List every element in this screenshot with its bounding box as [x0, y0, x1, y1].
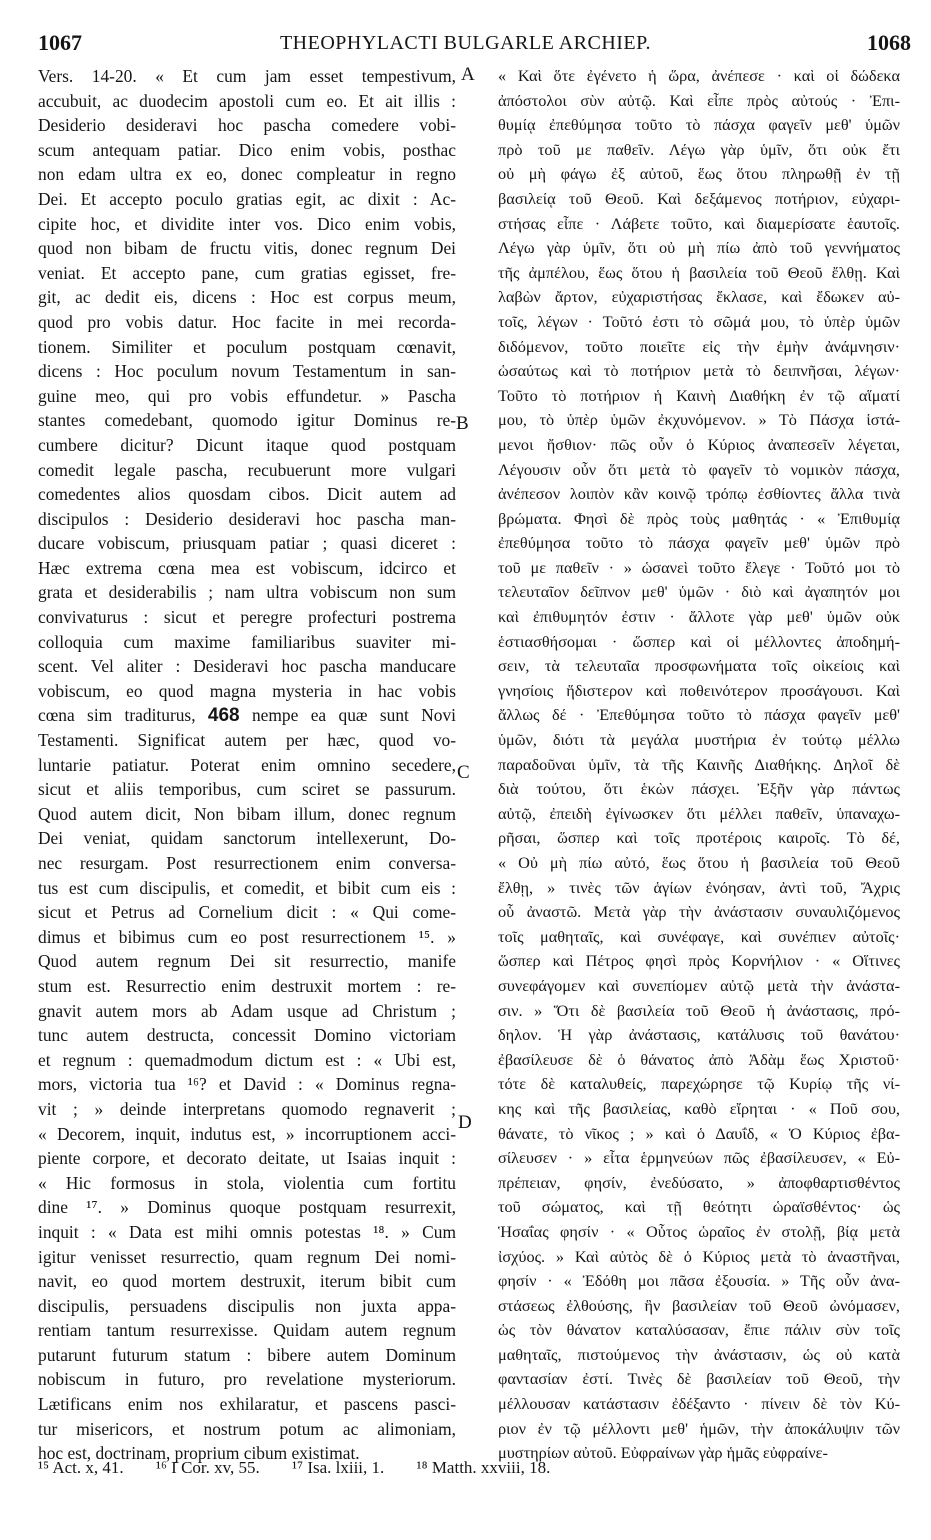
latin-text-line: Vers. 14-20. « Et cum jam esset tempestivum,: [38, 66, 456, 86]
latin-text-line: « Hic formosus in stola, violentia cum fortitu: [38, 1172, 456, 1193]
latin-text-line: piente corpore, et decorato deitate, ut Isaias inquit :: [38, 1148, 456, 1169]
latin-column: [38, 64, 456, 1466]
latin-text-line: Lætificans enim nos exhilaratur, et pascens pasci-: [38, 1394, 456, 1415]
greek-text-line: ἰσχύος. » Καὶ αὐτὸς δὲ ὁ Κύριος μετὰ τὸ ἀναστῆναι,: [498, 1246, 900, 1266]
greek-text-line: ὡς τὸν θάνατον καταλύσασαν, ἔπιε πάλιν σὺν τοῖς: [498, 1320, 900, 1340]
greek-text-line: μυστηρίων αὐτοῦ. Εὐφραίνων γὰρ ἡμᾶς εὐφραίνε-: [498, 1443, 828, 1463]
greek-text-line: γνησίοις ἥδιστερον καὶ ποθεινότερον προσάγουσι. Καὶ: [498, 680, 900, 700]
greek-text-line: « Καὶ ὅτε ἐγένετο ἡ ὥρα, ἀνέπεσε · καὶ οἱ δώδεκα: [498, 66, 900, 85]
greek-text-line: ρῆσαι, ὥσπερ καὶ τοῖς προτέροις καιροῖς. Τὸ δέ,: [498, 828, 900, 848]
latin-text-line: igitur venisset resurrectio, quam regnum Dei nomi-: [38, 1246, 456, 1267]
latin-text-line: nec resurgam. Post resurrectionem enim conversa-: [38, 853, 456, 873]
greek-text-line: Ἡσαΐας φησίν · « Οὗτος ὡραῖος ἐν στολῇ, βίᾳ μετὰ: [498, 1221, 900, 1241]
greek-text-line: τῆς ἀμπέλου, ἕως ὅτου ἡ βασιλεία τοῦ Θεοῦ ἔλθῃ. Καὶ: [498, 262, 900, 282]
latin-text-line: convivaturus : sicut et peregre profecturi postrema: [38, 607, 456, 628]
latin-text-line: sicut et aliis temporibus, cum sciret se passurum.: [38, 779, 456, 800]
greek-text-line: βασιλείᾳ τοῦ Θεοῦ. Καὶ δεξάμενος ποτήριον, εὐχαρι-: [498, 188, 900, 208]
margin-mark-d: D: [458, 1112, 472, 1133]
latin-text-line: colloquia cum maxime familiaribus suaviter mi-: [38, 631, 456, 652]
greek-text-line: ἐπεθύμησα τοῦτο τὸ πάσχα φαγεῖν μεθ' ὑμῶν πρὸ: [498, 533, 900, 553]
greek-text-line: ἄλλως δέ · Ἐπεθύμησα τοῦτο τὸ πάσχα φαγεῖν μεθ': [498, 705, 900, 725]
plate-number: 468: [207, 705, 240, 727]
greek-text-line: ἑστιασθήσομαι · ὥσπερ καὶ οἱ μέλλοντες ἀποδημή-: [498, 631, 900, 651]
page-number-right: 1068: [867, 30, 911, 55]
margin-mark-c: C: [457, 762, 470, 783]
latin-text-line: et regnum : quemadmodum dictum est : « Ubi est,: [38, 1049, 456, 1070]
greek-text-line: μου, τὸ ὑπὲρ ὑμῶν ἐκχυνόμενον. » Τὸ Πάσχα ἱστά-: [498, 410, 900, 430]
running-title: THEOPHYLACTI BULGARLE ARCHIEP.: [279, 32, 652, 54]
latin-text-line: « Decorem, inquit, indutus est, » incorruptionem acci-: [38, 1123, 456, 1144]
greek-text-line: δηλον. Ἡ γὰρ ἀνάστασις, κατάλυσις τοῦ θανάτου·: [498, 1025, 900, 1045]
greek-text-line: βρώματα. Φησὶ δὲ πρὸς τοὺς μαθητάς · « Ἐπιθυμίᾳ: [498, 508, 900, 528]
latin-text-line: luntarie patiatur. Poterat enim omnino secedere,: [38, 754, 456, 775]
latin-text-line: stantes comedebant, quomodo igitur Dominus re-: [38, 410, 456, 431]
latin-text-line: quod non bibam de fructu vitis, donec regnum Dei: [38, 238, 456, 259]
footnote: ¹⁷ Isa. lxiii, 1.: [292, 1458, 385, 1477]
latin-text-line: ducare vobiscum, priusquam patiar ; quasi diceret :: [38, 533, 456, 554]
latin-text-line: Dei. Et accepto poculo gratias egit, ac dixit : Ac-: [38, 188, 456, 209]
latin-text-line: navit, eo quod mortem destruxit, iterum bibit cum: [38, 1271, 456, 1292]
greek-text-line: ὥσπερ καὶ Πέτρος φησὶ πρὸς Κορνήλιον · « Οἵτινες: [498, 951, 900, 971]
greek-text-line: τοῦ σώματος, καὶ τῇ θεότητι ὡραϊσθέντος· ὡς: [498, 1197, 900, 1217]
latin-text-line: putarunt futurum statum : bibere autem Dominum: [38, 1344, 456, 1365]
latin-text-line: mors, victoria tua ¹⁶? et David : « Dominus regna-: [38, 1074, 456, 1095]
latin-text-line: vit ; » deinde interpretans quomodo regnaverit ;: [38, 1098, 456, 1119]
greek-text-line: θάνατε, τὸ νῖκος ; » καὶ ὁ Δαυΐδ, « Ὁ Κύριος ἐβα-: [498, 1123, 900, 1143]
latin-text-line: sicut et Petrus ad Cornelium dicit : « Qui come-: [38, 902, 456, 923]
greek-column: [498, 64, 900, 1466]
greek-text-line: κης καὶ τῆς βασιλείας, καθὸ εἴρηται · « Ποῦ σου,: [498, 1098, 900, 1118]
greek-text-line: στάσεως ἐλθούσης, ἣν βασιλείαν τοῦ Θεοῦ ὠνόμασεν,: [498, 1295, 900, 1315]
latin-text-line: Quod autem dicit, Non bibam illum, donec regnum: [38, 803, 456, 824]
greek-text-line: καὶ ἐπιθυμητόν ἐστιν · ἄλλοτε γὰρ μεθ' ὑμῶν οὐκ: [498, 607, 900, 627]
latin-text-line: scum antequam patiar. Dico enim vobis, posthac: [38, 139, 456, 160]
greek-text-line: ἐβασίλευσε δὲ ὁ θάνατος ἀπὸ Ἀδὰμ ἕως Χριστοῦ·: [498, 1049, 900, 1069]
latin-text-line: Hæc extrema cœna mea est vobiscum, idcirco et: [38, 557, 456, 578]
greek-text-line: σίλευσεν · » εἶτα ἑρμηνεύων πῶς ἐβασίλευσεν, « Εὐ-: [498, 1148, 900, 1168]
latin-text-line: dine ¹⁷. » Dominus quoque postquam resurrexit,: [38, 1197, 456, 1218]
greek-text-line: μαθηταῖς, πιστούμενος τὴν ἀνάστασιν, ὡς οὐ κατὰ: [498, 1344, 900, 1364]
greek-text-line: τελευταῖον δεῖπνον μεθ' ὑμῶν · διὸ καὶ ἀγαπητόν μοι: [498, 582, 900, 602]
latin-text-line: nobiscum in futuro, pro revelatione mysteriorum.: [38, 1369, 456, 1390]
latin-text-line: veniat. Et accepto pane, cum gratias egisset, fre-: [38, 262, 456, 283]
latin-text-line: Desiderio desideravi hoc pascha comedere vobi-: [38, 115, 456, 136]
greek-text-line: τοῖς, λέγων · Τοῦτό ἐστι τὸ σῶμά μου, τὸ ὑπὲρ ὑμῶν: [498, 311, 900, 331]
greek-text-line: στήσας εἶπε · Λάβετε τοῦτο, καὶ διαμερίσατε ἑαυτοῖς.: [498, 213, 900, 233]
greek-text-line: Λέγουσιν οὖν ὅτι μετὰ τὸ φαγεῖν τὸ νομικὸν πάσχα,: [498, 459, 900, 479]
greek-text-line: διὰ τούτου, ὅτι ἑκὼν πάσχει. Ἐξῆν γὰρ πάντως: [498, 779, 900, 799]
greek-text-line: μέλλουσαν κατάστασιν ἐδέξαντο · πίνειν δὲ τὸν Κύ-: [498, 1394, 900, 1414]
greek-text-line: διδόμενον, τοῦτο ποιεῖτε εἰς τὴν ἐμὴν ἀνάμνησιν·: [498, 336, 900, 356]
greek-text-line: θυμίᾳ ἐπεθύμησα τοῦτο τὸ πάσχα φαγεῖν μεθ' ὑμῶν: [498, 115, 900, 135]
latin-text-line: cipite hoc, et dividite inter vos. Dico enim vobis,: [38, 213, 456, 234]
greek-text-line: πρὸ τοῦ με παθεῖν. Λέγω γὰρ ὑμῖν, ὅτι οὐκ ἔτι: [498, 139, 900, 159]
latin-text-line: quod pro vobis datur. Hoc facite in mei recorda-: [38, 311, 456, 332]
latin-text-line: rentiam tantum resurrexisse. Quidam autem regnum: [38, 1320, 456, 1341]
greek-text-line: σιν. » Ὅτι δὲ βασιλεία τοῦ Θεοῦ ἡ ἀνάστασις, πρό-: [498, 1000, 900, 1020]
greek-text-line: ἀπόστολοι σὺν αὐτῷ. Καὶ εἶπε πρὸς αὐτούς · Ἐπι-: [498, 90, 900, 110]
latin-text-line: tus est cum discipulis, et comedit, et bibit cum eis :: [38, 877, 456, 898]
latin-text-line: guine meo, qui pro vobis effundetur. » Pascha: [38, 385, 456, 406]
latin-text-line: tunc autem destructa, concessit Domino victoriam: [38, 1025, 456, 1046]
greek-text-line: σειν, τὰ τελευταῖα προσφωνήματα τοῖς οἰκείοις καὶ: [498, 656, 900, 676]
greek-text-line: αὐτῷ, ἐπειδὴ ἐγίνωσκεν ὅτι μέλλει παθεῖν, ὑπαναχω-: [498, 803, 900, 823]
latin-text-line: accubuit, ac duodecim apostoli cum eo. Et ait illis :: [38, 90, 456, 111]
margin-mark-b: B: [456, 413, 469, 434]
greek-text-line: συνεφάγομεν καὶ συνεπίομεν αὐτῷ μετὰ τὴν ἀνάστα-: [498, 975, 900, 995]
latin-text-line: dimus et bibimus cum eo post resurrectionem ¹⁵. »: [38, 926, 456, 947]
latin-text-line: Quod autem regnum Dei sit resurrectio, manife: [38, 951, 456, 972]
latin-text-line: Dei veniat, quidam sanctorum intellexerunt, Do-: [38, 828, 456, 849]
latin-text-line: cumbere dicitur? Dicunt itaque quod postquam: [38, 434, 456, 455]
footnote: ¹⁵ Act. x, 41.: [38, 1458, 124, 1477]
greek-text-line: τοῦ με παθεῖν · » ὡσανεὶ τοῦτο ἔλεγε · Τοῦτό μοι τὸ: [498, 557, 900, 577]
footnote: ¹⁶ I Cor. xv, 55.: [155, 1458, 260, 1477]
greek-text-line: οὗ ἀναστῶ. Μετὰ γὰρ τὴν ἀνάστασιν συναυλιζόμενος: [498, 902, 900, 922]
greek-text-line: πρέπειαν, φησίν, ἐνεδύσατο, » ἀποφθαρτισθέντος: [498, 1172, 900, 1192]
latin-text-line: Testamenti. Significat autem per hæc, quod vo-: [38, 730, 456, 751]
latin-text-line: stum est. Resurrectio enim destruxit mortem : re-: [38, 975, 456, 996]
latin-text-line: inquit : « Data est mihi omnis potestas ¹⁸. » Cum: [38, 1221, 456, 1242]
footnote: ¹⁸ Matth. xxviii, 18.: [416, 1458, 551, 1477]
greek-text-line: λαβὼν ἄρτον, εὐχαριστήσας ἔκλασε, καὶ ἔδωκεν αὐ-: [498, 287, 900, 307]
latin-text-line: discipulos : Desiderio desideravi hoc pascha man-: [38, 508, 456, 529]
latin-text-line: gnavit autem mors ab Adam usque ad Christum ;: [38, 1000, 456, 1021]
latin-text-line: grata et desiderabilis ; nam ultra vobiscum non sum: [38, 582, 456, 603]
latin-text-line: git, ac dedit eis, dicens : Hoc est corpus meum,: [38, 287, 456, 308]
latin-text-line: comedit legale pascha, recubuerunt more vulgari: [38, 459, 456, 480]
greek-text-line: ριον ἐν τῷ μέλλοντι μεθ' ἡμῶν, τὴν ἀποκάλυψιν τῶν: [498, 1418, 900, 1438]
greek-text-line: ὑμῶν, διότι τὰ μεγάλα μυστήρια ἐν τούτῳ μέλλω: [498, 730, 900, 750]
latin-text-line: dicens : Hoc poculum novum Testamentum in san-: [38, 361, 456, 382]
greek-text-line: οὐ μὴ φάγω ἐξ αὐτοῦ, ἕως ὅτου πληρωθῇ ἐν τῇ: [498, 164, 900, 184]
greek-text-line: Τοῦτο τὸ ποτήριον ἡ Καινὴ Διαθήκη ἐν τῷ αἵματί: [498, 385, 900, 405]
greek-text-line: ὡσαύτως καὶ τὸ ποτήριον μετὰ τὸ δειπνῆσαι, λέγων·: [498, 361, 900, 381]
greek-text-line: φησίν · « Ἐδόθη μοι πᾶσα ἐξουσία. » Τῆς οὖν ἀνα-: [498, 1271, 900, 1291]
latin-text-line: hoc est, doctrinam, proprium cibum existimat.: [38, 1443, 360, 1464]
latin-text-line: tionem. Similiter et poculum postquam cœnavit,: [38, 336, 456, 357]
footnotes: [38, 1458, 898, 1478]
latin-text-line: cœna sim traditurus, 468 nempe ea quæ sunt Novi: [38, 705, 456, 727]
greek-text-line: παραδοῦναι ὑμῖν, τὰ τῆς Καινῆς Διαθήκης. Δηλοῖ δὲ: [498, 754, 900, 774]
greek-text-line: τότε δὲ καταλυθείς, παρεχώρησε τῷ Κυρίῳ τῆς νί-: [498, 1074, 900, 1094]
latin-text-line: vobiscum, eo quod magna mysteria in hac vobis: [38, 680, 456, 701]
greek-text-line: τοῖς μαθηταῖς, καὶ συνέφαγε, καὶ συνέπιεν αὐτοῖς·: [498, 926, 900, 946]
latin-text-line: non edam ultra ex eo, donec compleatur in regno: [38, 164, 456, 185]
latin-text-line: comedentes alios quosdam cibos. Dicit autem ad: [38, 484, 456, 505]
page-number-left: 1067: [38, 30, 82, 55]
greek-text-line: ἔλθῃ, » τινὲς τῶν ἁγίων ἐνόησαν, ἀντὶ τοῦ, Ἄχρις: [498, 877, 900, 897]
latin-text-line: scent. Vel aliter : Desideravi hoc pascha manducare: [38, 656, 456, 677]
greek-text-line: μενοι ἤσθιον· πῶς οὖν ὁ Κύριος ἀναπεσεῖν λέγεται,: [498, 434, 900, 454]
greek-text-line: ἀνέπεσον λοιπὸν κἂν κοινῷ τρόπῳ ἐσθίοντες ἄλλα τινὰ: [498, 484, 900, 504]
latin-text-line: discipulis, persuadens discipulis non juxta appa-: [38, 1295, 456, 1316]
margin-mark-a: A: [461, 64, 475, 85]
latin-text-line: tur misericors, et nostrum potum ac alimoniam,: [38, 1418, 456, 1439]
greek-text-line: « Οὐ μὴ πίω αὐτό, ἕως ὅτου ἡ βασιλεία τοῦ Θεοῦ: [498, 853, 900, 872]
greek-text-line: φαντασίαν ἐστί. Τινὲς δὲ βασιλείαν τοῦ Θεοῦ, τὴν: [498, 1369, 900, 1389]
greek-text-line: Λέγω γὰρ ὑμῖν, ὅτι οὐ μὴ πίω ἀπὸ τοῦ γεννήματος: [498, 238, 900, 258]
